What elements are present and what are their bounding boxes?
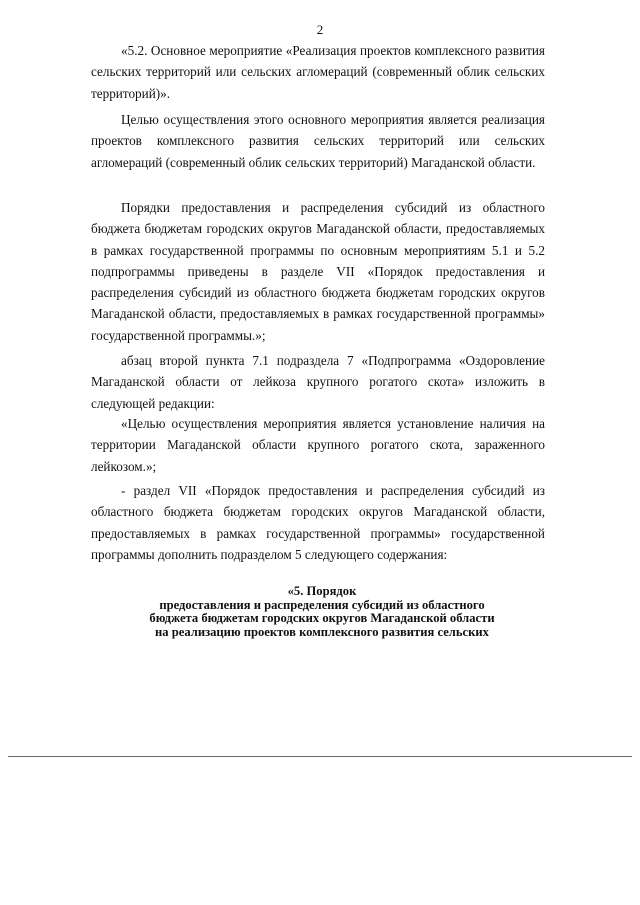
heading-line: бюджета бюджетам городских округов Магаданской области [149,611,495,625]
section-5-heading [91,585,553,639]
heading-line: «5. Порядок [287,584,357,598]
heading-line: предоставления и распределения субсидий из областного [159,597,485,612]
paragraph-activity-goal: Целью осуществления этого основного мероприятия является реализация проектов комплексного развития сельских территорий или сельских агломераций (современный облик сельских территорий) Магаданской области. [91,112,545,170]
heading-line: на реализацию проектов комплексного развития сельских [155,624,489,639]
paragraph-main-activity-5-2: «5.2. Основное мероприятие «Реализация проектов комплексного развития сельских территорий или сельских агломераций (современный облик сельских территорий)». [91,43,545,101]
paragraph-section-vii-amendment: - раздел VII «Порядок предоставления и распределения субсидий из областного бюджета бюджетам городских округов Магаданской области, предоставляемых в рамках государственной программы» государственной программы дополнить подразделом 5 следующего содержания: [91,483,545,562]
page-fold-line [8,756,632,757]
paragraph-subsidy-procedures: Порядки предоставления и распределения субсидий из областного бюджета бюджетам городских округов Магаданской области, предоставляемых в рамках государственной программы по основным мероприятиям 5.1 и 5.2 подпрограммы приведены в разделе VII «Порядок предоставления и распределения субсидий из областного бюджета бюджетам городских округов Магаданской области, предоставляемых в рамках государственной программы» государственной программы.»; [91,200,545,343]
page-number: 2 [316,22,324,37]
paragraph-amendment-7-1: абзац второй пункта 7.1 подраздела 7 «Подпрограмма «Оздоровление Магаданской области от лейкоза крупного рогатого скота» изложить в следующей редакции: [91,353,545,411]
paragraph-leukosis-goal: «Целью осуществления мероприятия является установление наличия на территории Магаданской области крупного рогатого скота, зараженного лейкозом.»; [91,416,545,474]
